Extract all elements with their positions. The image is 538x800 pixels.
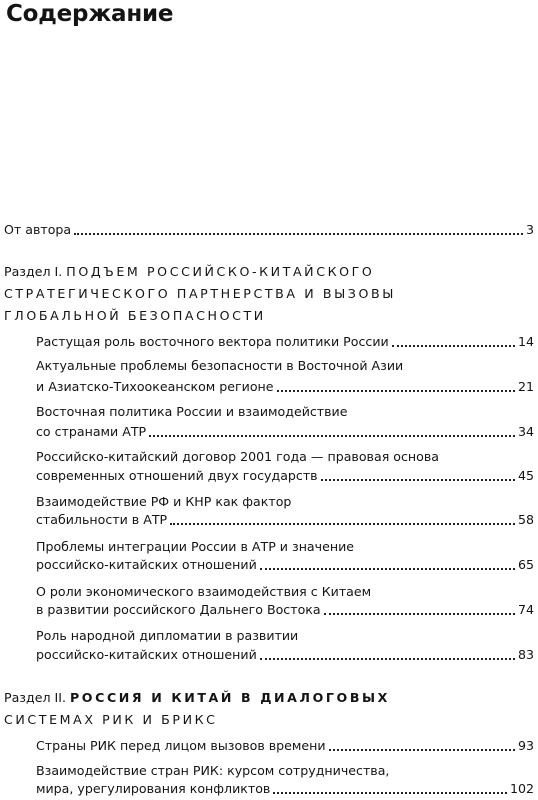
toc-page-number: 93: [517, 738, 534, 753]
page-title: Содержание: [6, 1, 174, 27]
toc-entry-label: со странами АТР: [36, 424, 147, 439]
toc-page-number: 21: [517, 379, 534, 394]
toc-page-number: 45: [517, 468, 534, 483]
leader-dots: [260, 568, 515, 570]
toc-entry-label: в развитии российского Дальнего Востока: [36, 602, 321, 617]
leader-dots: [74, 233, 523, 235]
toc-entry[interactable]: [36, 645, 534, 665]
section-title-line: СИСТЕМАХ РИК И БРИКС: [4, 712, 218, 727]
toc-entry-line: Российско-китайский договор 2001 года — правовая основа: [36, 449, 439, 464]
toc-entry[interactable]: [36, 510, 534, 530]
toc-entry[interactable]: [36, 736, 534, 756]
toc-entry-label: От автора: [4, 222, 72, 237]
toc-entry-label: мира, урегулирования конфликтов: [36, 781, 271, 796]
toc-entry-line: Взаимодействие РФ и КНР как фактор: [36, 494, 292, 509]
toc-page-number: 58: [517, 512, 534, 527]
toc-entry-label: российско-китайских отношений: [36, 557, 257, 572]
section-heading-1: [4, 262, 374, 282]
leader-dots: [321, 479, 515, 481]
section-title-line: ГЛОБАЛЬНОЙ БЕЗОПАСНОСТИ: [4, 308, 266, 323]
leader-dots: [170, 523, 515, 525]
toc-page-number: 65: [517, 557, 534, 572]
toc-entry[interactable]: [36, 332, 534, 352]
toc-entry-line: О роли экономического взаимодействия с Китаем: [36, 584, 372, 599]
toc-entry[interactable]: [36, 377, 534, 397]
toc-entry-line: Восточная политика России и взаимодействие: [36, 404, 348, 419]
section-title-line: ПОДЪЕМ РОССИЙСКО-КИТАЙСКОГО: [66, 264, 375, 279]
section-title-line: СТРАТЕГИЧЕСКОГО ПАРТНЕРСТВА И ВЫЗОВЫ: [4, 286, 396, 301]
toc-entry[interactable]: [36, 422, 534, 442]
leader-dots: [149, 435, 515, 437]
toc-page-number: 74: [517, 602, 534, 617]
toc-page-number: 3: [525, 222, 534, 237]
toc-entry-author[interactable]: [4, 220, 534, 240]
leader-dots: [392, 345, 515, 347]
section-title-line: РОССИЯ И КИТАЙ В ДИАЛОГОВЫХ: [69, 690, 390, 705]
toc-entry[interactable]: [36, 600, 534, 620]
leader-dots: [329, 749, 515, 751]
toc-entry-label: Растущая роль восточного вектора политики России: [36, 334, 389, 349]
leader-dots: [324, 613, 515, 615]
toc-page-number: 34: [517, 424, 534, 439]
leader-dots: [273, 792, 507, 794]
toc-entry[interactable]: [36, 466, 534, 486]
toc-entry-label: и Азиатско-Тихоокеанском регионе: [36, 379, 274, 394]
toc-entry[interactable]: [36, 555, 534, 575]
toc-entry-label: Страны РИК перед лицом вызовов времени: [36, 738, 326, 753]
toc-entry-line: Роль народной дипломатии в развитии: [36, 628, 299, 643]
toc-page-number: 83: [517, 647, 534, 662]
toc-entry-line: Проблемы интеграции России в АТР и значение: [36, 539, 354, 554]
toc-page-number: 102: [509, 781, 534, 796]
section-heading-2: [4, 688, 390, 708]
toc-entry-line: Актуальные проблемы безопасности в Восточной Азии: [36, 358, 404, 373]
section-label: Раздел II.: [4, 690, 66, 705]
toc-entry-label: стабильности в АТР: [36, 512, 168, 527]
leader-dots: [277, 390, 515, 392]
toc-entry-line: Взаимодействие стран РИК: курсом сотрудничества,: [36, 763, 390, 778]
leader-dots: [260, 658, 515, 660]
toc-page-number: 14: [517, 334, 534, 349]
toc-entry-label: современных отношений двух государств: [36, 468, 318, 483]
section-label: Раздел I.: [4, 264, 63, 279]
toc-entry[interactable]: [36, 779, 534, 799]
toc-entry-label: российско-китайских отношений: [36, 647, 257, 662]
